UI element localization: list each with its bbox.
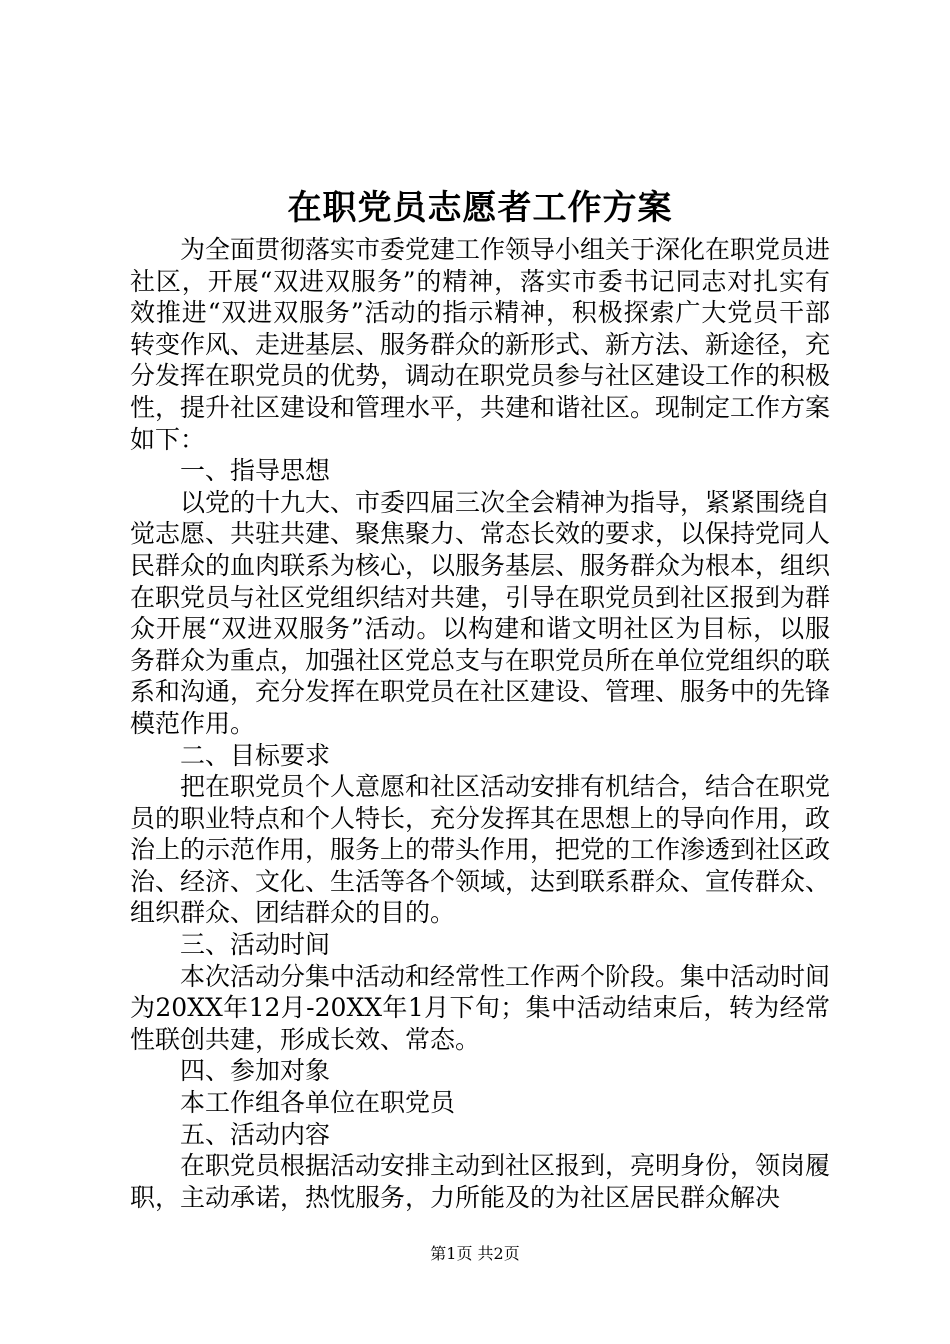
section-heading-content: 五、活动内容 bbox=[180, 1119, 331, 1149]
paragraph-time: 本次活动分集中活动和经常性工作两个阶段。集中活动时间为20XX年12月-20XX年1月下旬；集中活动结束后，转为经常性联创共建，形成长效、常态。 bbox=[130, 961, 831, 1054]
page-footer: 第1页 共2页 bbox=[430, 1244, 520, 1263]
paragraph-guiding-ideology: 以党的十九大、市委四届三次全会精神为指导，紧紧围绕自觉志愿、共驻共建、聚焦聚力、常态长效的要求，以保持党同人民群众的血肉联系为核心，以服务基层、服务群众为根本，组织在职党员与社区党组织结对共建，引导在职党员到社区报到为群众开展“双进双服务”活动。以构建和谐文明社区为目标，以服务群众为重点，加强社区党总支与在职党员所在单位党组织的联系和沟通，充分发挥在职党员在社区建设、管理、服务中的先锋模范作用。 bbox=[130, 487, 831, 738]
paragraph-goals: 把在职党员个人意愿和社区活动安排有机结合，结合在职党员的职业特点和个人特长，充分发挥其在思想上的导向作用，政治上的示范作用，服务上的带头作用，把党的工作渗透到社区政治、经济、文化、生活等各个领域，达到联系群众、宣传群众、组织群众、团结群众的目的。 bbox=[130, 772, 831, 928]
section-heading-goals: 二、目标要求 bbox=[180, 740, 331, 770]
document-title: 在职党员志愿者工作方案 bbox=[287, 188, 673, 228]
section-heading-participants: 四、参加对象 bbox=[180, 1056, 331, 1086]
section-heading-time: 三、活动时间 bbox=[180, 930, 331, 960]
document-body bbox=[130, 234, 830, 1213]
paragraph-participants: 本工作组各单位在职党员 bbox=[180, 1088, 456, 1118]
paragraph-content: 在职党员根据活动安排主动到社区报到，亮明身份，领岗履职，主动承诺，热忱服务，力所能及的为社区居民群众解决 bbox=[130, 1151, 831, 1212]
document-page bbox=[130, 182, 830, 1213]
section-heading-guiding-ideology: 一、指导思想 bbox=[180, 456, 331, 486]
paragraph-intro: 为全面贯彻落实市委党建工作领导小组关于深化在职党员进社区，开展“双进双服务”的精神，落实市委书记同志对扎实有效推进“双进双服务”活动的指示精神，积极探索广大党员干部转变作风、走进基层、服务群众的新形式、新方法、新途径，充分发挥在职党员的优势，调动在职党员参与社区建设工作的积极性，提升社区建设和管理水平，共建和谐社区。现制定工作方案如下： bbox=[130, 235, 831, 454]
